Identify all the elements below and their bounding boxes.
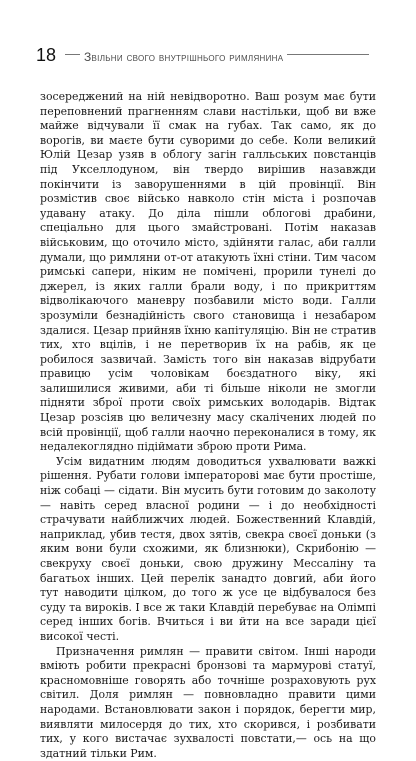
paragraph-2: Усім видатним людям доводиться ухвалювати важкі рішення. Рубати голови імператорові має бути простіше, ніж собаці — сідати. Він мусить бути готовим до заколоту — навіть серед власної родини — і до необхідності страчувати найближчих людей. Божественний Клавдій, наприклад, убив тестя, двох зятів, свекра своєї доньки (з яким вони були схожими, як близнюки), Скрибонію — свекруху своєї доньки, свою дружину Мессаліну та багатьох інших. Цей перелік занадто довгий, аби його тут наводити цілком, до того ж усе це відбувалося без суду та вироків. І все ж таки Клавдій перебуває на Олімпі серед інших богів. Вчиться і ви йти на все заради цієї високої честі. [40, 454, 376, 643]
running-title: Звільни свого внутрішнього римлянина [80, 50, 287, 64]
page-number: 18 [36, 45, 57, 65]
body-text [40, 90, 376, 761]
paragraph-1: зосереджений на ній невідворотно. Ваш розум має бути переповнений прагненням слави настільки, щоб ви вже майже відчували її смак на губах. Так само, як до ворогів, ви маєте бути суворими до себе. Коли великий Юлій Цезар узяв в облогу загін галльських повстанців під Укселлодуном, він твердо вирішив назавжди покінчити із заворушеннями в цій провінції. Він розмістив своє військо навколо стін міста і розпочав удавану атаку. До діла пішли облогові драбини, спеціально для цього змайстровані. Потім наказав військовим, що оточило місто, здійняти галас, аби галли думали, що римляни от-от атакують їхні стіни. Тим часом римські сапери, ніким не помічені, прорили тунелі до джерел, із яких галли брали воду, і по прикриттям відволікаючого маневру позбавили місто води. Галли зрозуміли безнадійність свого становища і незабаром здалися. Цезар прийняв їхню капітуляцію. Він не стратив тих, хто вцілів, і не перетворив їх на рабів, як це робилося зазвичай. Замість того він наказав відрубати правицю усім чоловікам боєздатного віку, які залишилися живими, аби ті більше ніколи не змогли підняти зброї проти своїх римських володарів. Відтак Цезар розсіяв цю величезну масу скалічених людей по всій провінції, щоб галли наочно переконалися в тому, як недалекоглядно підіймати зброю проти Рима. [40, 90, 376, 454]
paragraph-3: Призначення римлян — правити світом. Інші народи вміють робити прекрасні бронзові та мармурові статуї, красномовніше говорять або точніше розраховують рух світил. Доля римлян — повновладно правити цими народами. Встановлювати закон і порядок, берегти мир, виявляти милосердя до тих, хто скорився, і розбивати тих, у кого вистачає зухвалості повстати,— ось на що здатний тільки Рим. [40, 644, 376, 760]
page-header [36, 40, 376, 64]
